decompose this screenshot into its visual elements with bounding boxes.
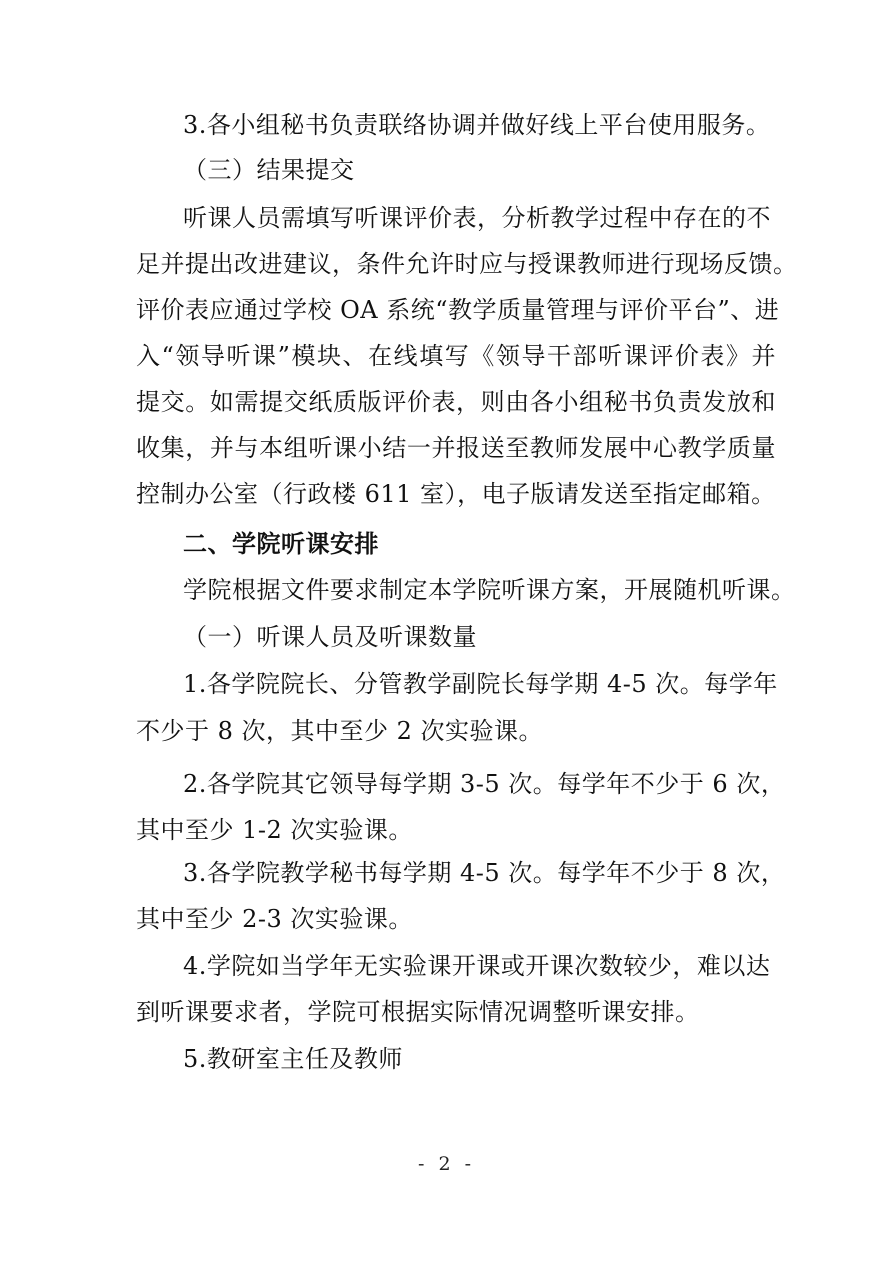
paragraph-line: 足并提出改进建议，条件允许时应与授课教师进行现场反馈。	[136, 250, 798, 278]
paragraph-line: 学院根据文件要求制定本学院听课方案，开展随机听课。	[183, 576, 796, 604]
paragraph-line: 入“领导听课”模块、在线填写《领导干部听课评价表》并	[136, 342, 776, 370]
paragraph-line: 听课人员需填写听课评价表，分析教学过程中存在的不	[183, 204, 771, 232]
section-heading: 二、学院听课安排	[183, 530, 379, 558]
paragraph-line: 到听课要求者，学院可根据实际情况调整听课安排。	[136, 998, 700, 1026]
section-subheading: （一）听课人员及听课数量	[183, 623, 477, 651]
paragraph-line: 其中至少 1-2 次实验课。	[136, 816, 413, 844]
paragraph-line: 1.各学院院长、分管教学副院长每学期 4-5 次。每学年	[183, 670, 778, 698]
paragraph-line: 收集，并与本组听课小结一并报送至教师发展中心教学质量	[136, 434, 776, 462]
paragraph-line: 5.教研室主任及教师	[183, 1045, 403, 1073]
paragraph-line: 其中至少 2-3 次实验课。	[136, 905, 413, 933]
paragraph-line: 提交。如需提交纸质版评价表，则由各小组秘书负责发放和	[136, 388, 776, 416]
section-subheading: （三）结果提交	[183, 156, 355, 184]
paragraph-line: 3.各小组秘书负责联络协调并做好线上平台使用服务。	[183, 111, 771, 139]
paragraph-line: 2.各学院其它领导每学期 3-5 次。每学年不少于 6 次，	[183, 770, 786, 798]
paragraph-line: 不少于 8 次，其中至少 2 次实验课。	[136, 717, 544, 745]
paragraph-line: 控制办公室（行政楼 611 室），电子版请发送至指定邮箱。	[136, 480, 776, 508]
paragraph-line: 3.各学院教学秘书每学期 4-5 次。每学年不少于 8 次，	[183, 859, 786, 887]
page-number: - 2 -	[417, 1153, 475, 1175]
paragraph-line: 4.学院如当学年无实验课开课或开课次数较少，难以达	[183, 952, 771, 980]
paragraph-line: 评价表应通过学校 OA 系统“教学质量管理与评价平台”、进	[136, 296, 780, 324]
